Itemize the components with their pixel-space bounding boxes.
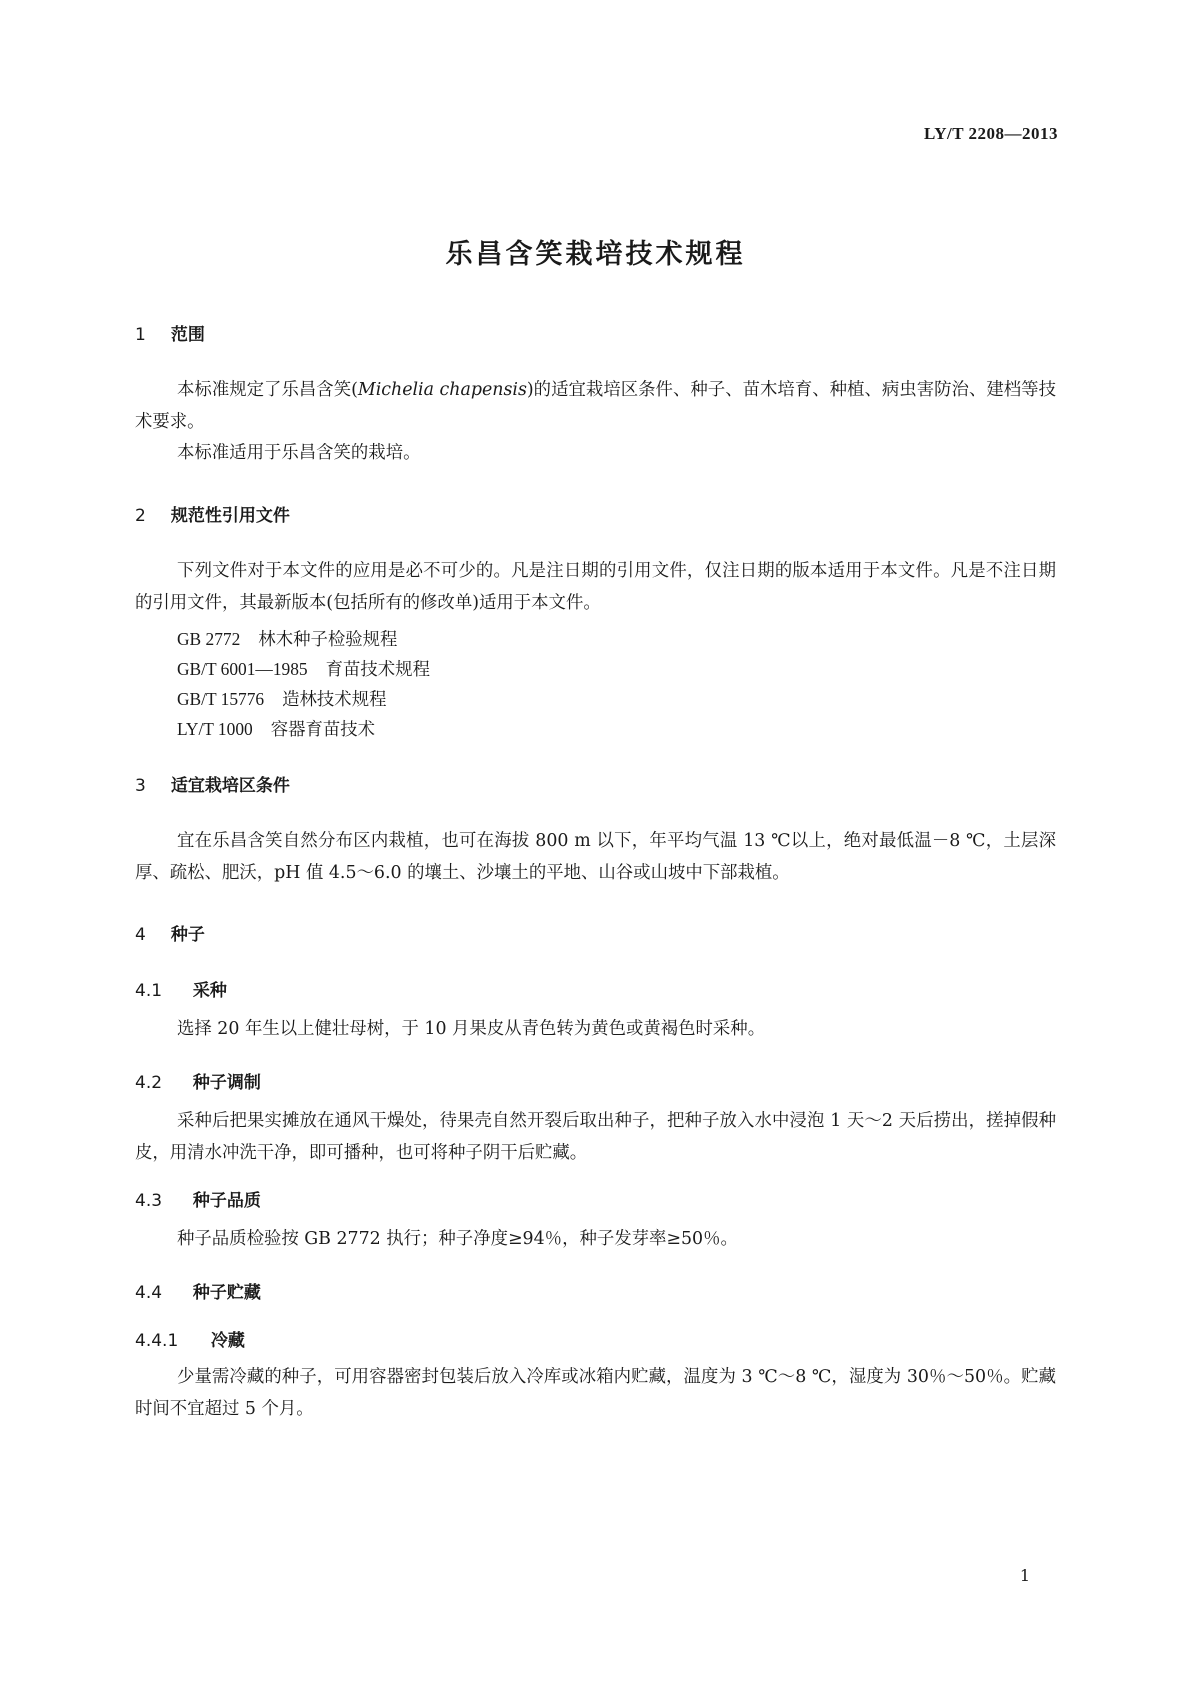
section-title: 范围 xyxy=(170,325,205,345)
subsection-title: 种子品质 xyxy=(192,1191,261,1211)
subsection-title: 冷藏 xyxy=(210,1331,245,1351)
subsection-number: 4.4 xyxy=(135,1283,163,1303)
scope-paragraph-1: 本标准规定了乐昌含笑(Michelia chapensis)的适宜栽培区条件、种子、苗木培育、种植、病虫害防治、建档等技术要求。 xyxy=(135,380,1056,432)
subsection-number: 4.4.1 xyxy=(135,1331,179,1351)
subsection-heading-4-3 xyxy=(135,1186,261,1211)
subsection-heading-4-1 xyxy=(135,976,227,1001)
section-title: 规范性引用文件 xyxy=(170,506,290,526)
section-title: 种子 xyxy=(170,925,205,945)
section-heading-4 xyxy=(135,920,205,945)
subsection-title: 种子调制 xyxy=(192,1073,261,1093)
reference-item: GB 2772 林木种子检验规程 xyxy=(177,629,398,650)
section-heading-2 xyxy=(135,501,290,526)
reference-item: LY/T 1000 容器育苗技术 xyxy=(177,719,376,740)
section-title: 适宜栽培区条件 xyxy=(170,776,290,796)
page-number: 1 xyxy=(1019,1566,1030,1585)
subsection-heading-4-4-1 xyxy=(135,1326,245,1351)
subsection-title: 采种 xyxy=(192,981,227,1001)
section-number: 2 xyxy=(135,506,146,526)
scope-paragraph-2: 本标准适用于乐昌含笑的栽培。 xyxy=(177,443,421,463)
subsection-heading-4-2 xyxy=(135,1068,261,1093)
seed-processing-paragraph: 采种后把果实摊放在通风干燥处，待果壳自然开裂后取出种子，把种子放入水中浸泡 1 天～2 天后捞出，搓掉假种皮，用清水冲洗干净，即可播种，也可将种子阴干后贮藏。 xyxy=(135,1111,1056,1163)
subsection-number: 4.3 xyxy=(135,1191,163,1211)
document-title: 乐昌含笑栽培技术规程 xyxy=(445,239,746,270)
subsection-number: 4.2 xyxy=(135,1073,163,1093)
latin-name: Michelia chapensis xyxy=(357,380,527,400)
section-heading-1 xyxy=(135,320,205,345)
seed-quality-paragraph: 种子品质检验按 GB 2772 执行；种子净度≥94％，种子发芽率≥50％。 xyxy=(177,1229,738,1249)
section-number: 3 xyxy=(135,776,146,796)
standard-code: LY/T 2208—2013 xyxy=(923,124,1058,143)
site-conditions-paragraph: 宜在乐昌含笑自然分布区内栽植，也可在海拔 800 m 以下，年平均气温 13 ℃以上，绝对最低温－8 ℃，土层深厚、疏松、肥沃，pH 值 4.5～6.0 的壤土、沙壤土的平地、山谷或山坡中下部栽植。 xyxy=(135,831,1056,883)
section-heading-3 xyxy=(135,771,290,796)
subsection-heading-4-4 xyxy=(135,1278,261,1303)
references-intro-paragraph: 下列文件对于本文件的应用是必不可少的。凡是注日期的引用文件，仅注日期的版本适用于本文件。凡是不注日期的引用文件，其最新版本(包括所有的修改单)适用于本文件。 xyxy=(135,561,1056,613)
subsection-title: 种子贮藏 xyxy=(192,1283,261,1303)
reference-item: GB/T 15776 造林技术规程 xyxy=(177,689,387,710)
subsection-number: 4.1 xyxy=(135,981,163,1001)
reference-item: GB/T 6001—1985 育苗技术规程 xyxy=(177,659,430,680)
cold-storage-paragraph: 少量需冷藏的种子，可用容器密封包装后放入冷库或冰箱内贮藏，温度为 3 ℃～8 ℃，湿度为 30％～50％。贮藏时间不宜超过 5 个月。 xyxy=(135,1367,1056,1419)
section-number: 4 xyxy=(135,925,146,945)
seed-collection-paragraph: 选择 20 年生以上健壮母树，于 10 月果皮从青色转为黄色或黄褐色时采种。 xyxy=(177,1019,766,1039)
section-number: 1 xyxy=(135,325,146,345)
